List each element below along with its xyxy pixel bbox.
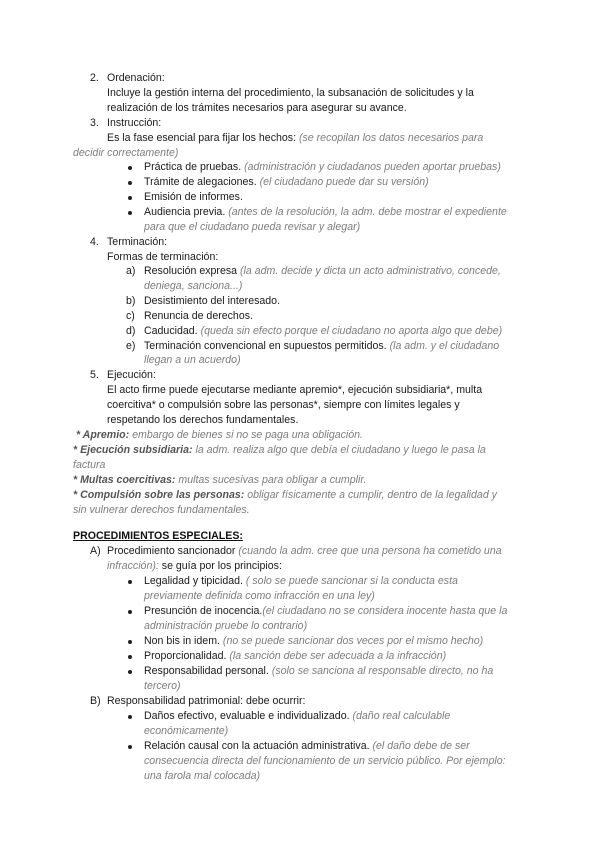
footnote: * Apremio: embargo de bienes si no se paga una obligación. xyxy=(76,429,363,441)
bullet-icon xyxy=(128,580,132,584)
list-item: Terminación convencional en supuestos permitidos. (la adm. y el ciudadano xyxy=(144,340,500,352)
note-line: llegan a un acuerdo) xyxy=(144,354,241,366)
list-item: Proporcionalidad. (la sanción debe ser adecuada a la infracción) xyxy=(144,650,447,662)
paragraph-line: infracción): se guía por los principios: xyxy=(107,560,282,572)
note-line: deniega, sanciona...) xyxy=(144,280,243,292)
list-item: Trámite de alegaciones. (el ciudadano puede dar su versión) xyxy=(144,176,429,188)
section-number: 5. xyxy=(90,369,99,381)
list-item: Daños efectivo, evaluable e individualizado. (daño real calculable xyxy=(144,710,451,722)
list-item: Emisión de informes. xyxy=(144,191,243,203)
note-line: para que el ciudadano pueda revisar y alegar) xyxy=(144,221,361,233)
list-marker: e) xyxy=(126,340,136,352)
footnote: * Multas coercitivas: multas sucesivas para obligar a cumplir. xyxy=(73,474,367,486)
section-number: 2. xyxy=(90,72,99,84)
note-line: decidir correctamente) xyxy=(73,147,179,159)
bullet-icon xyxy=(128,196,132,200)
section-heading: PROCEDIMIENTOS ESPECIALES: xyxy=(73,530,243,542)
section-title: Ejecución: xyxy=(107,369,156,381)
section-title: Ordenación: xyxy=(107,72,165,84)
bullet-icon xyxy=(128,166,132,170)
note-line: previamente definida como infracción en una ley) xyxy=(144,590,375,602)
list-item: Responsabilidad personal. (solo se sanciona al responsable directo, no ha xyxy=(144,665,494,677)
paragraph-line: Formas de terminación: xyxy=(107,251,219,263)
list-item: Caducidad. (queda sin efecto porque el ciudadano no aporta algo que debe) xyxy=(144,325,503,337)
list-item: Responsabilidad patrimonial: debe ocurrir: xyxy=(107,695,306,707)
bullet-icon xyxy=(128,211,132,215)
list-item: Audiencia previa. (antes de la resolución, la adm. debe mostrar el expediente xyxy=(144,206,507,218)
section-title: Instrucción: xyxy=(107,117,162,129)
section-number: 3. xyxy=(90,117,99,129)
bullet-icon xyxy=(128,715,132,719)
bullet-icon xyxy=(128,745,132,749)
list-marker: a) xyxy=(126,265,136,277)
bullet-icon xyxy=(128,610,132,614)
note-line: económicamente) xyxy=(144,725,229,737)
section-title: Terminación: xyxy=(107,236,168,248)
paragraph-line: respetando los derechos fundamentales. xyxy=(107,414,299,426)
list-item: Non bis in idem. (no se puede sancionar dos veces por el mismo hecho) xyxy=(144,635,484,647)
list-marker: A) xyxy=(90,545,101,557)
paragraph-line: Incluye la gestión interna del procedimiento, la subsanación de solicitudes y la xyxy=(107,87,474,99)
note-line: administración pruebe lo contrario) xyxy=(144,620,308,632)
note-line: tercero) xyxy=(144,680,181,692)
list-marker: d) xyxy=(126,325,136,337)
list-item: Práctica de pruebas. (administración y ciudadanos pueden aportar pruebas) xyxy=(144,161,501,173)
note-line: una farola mal colocada) xyxy=(144,770,261,782)
note-line: consecuencia directa del funcionamiento de un servicio público. Por ejemplo: xyxy=(144,755,506,767)
list-marker: B) xyxy=(90,695,101,707)
bullet-icon xyxy=(128,640,132,644)
footnote: * Ejecución subsidiaria: la adm. realiza algo que debía el ciudadano y luego le pasa la xyxy=(73,444,486,456)
list-item: Renuncia de derechos. xyxy=(144,310,253,322)
paragraph-line: El acto firme puede ejecutarse mediante apremio*, ejecución subsidiaria*, multa xyxy=(107,384,483,396)
bullet-icon xyxy=(128,181,132,185)
bullet-icon xyxy=(128,670,132,674)
paragraph-line: Es la fase esencial para fijar los hechos: (se recopilan los datos necesarios para xyxy=(107,132,484,144)
list-item: Legalidad y tipicidad. ( solo se puede sancionar si la conducta esta xyxy=(144,575,458,587)
section-number: 4. xyxy=(90,236,99,248)
bullet-icon xyxy=(128,655,132,659)
paragraph-line: realización de los trámites necesarios para asegurar su avance. xyxy=(107,102,407,114)
footnote-line: sin vulnerar derechos fundamentales. xyxy=(73,504,250,516)
footnote: * Compulsión sobre las personas: obligar físicamente a cumplir, dentro de la legalidad y xyxy=(73,489,497,501)
list-item: Resolución expresa (la adm. decide y dicta un acto administrativo, concede, xyxy=(144,265,501,277)
paragraph-line: coercitiva* o compulsión sobre las personas*, siempre con límites legales y xyxy=(107,399,460,411)
footnote-line: factura xyxy=(73,459,106,471)
list-item: Procedimiento sancionador (cuando la adm. cree que una persona ha cometido una xyxy=(107,545,502,557)
list-item: Presunción de inocencia.(el ciudadano no se considera inocente hasta que la xyxy=(144,605,508,617)
list-item: Relación causal con la actuación administrativa. (el daño debe de ser xyxy=(144,740,470,752)
list-marker: c) xyxy=(126,310,135,322)
list-item: Desistimiento del interesado. xyxy=(144,295,281,307)
list-marker: b) xyxy=(126,295,136,307)
